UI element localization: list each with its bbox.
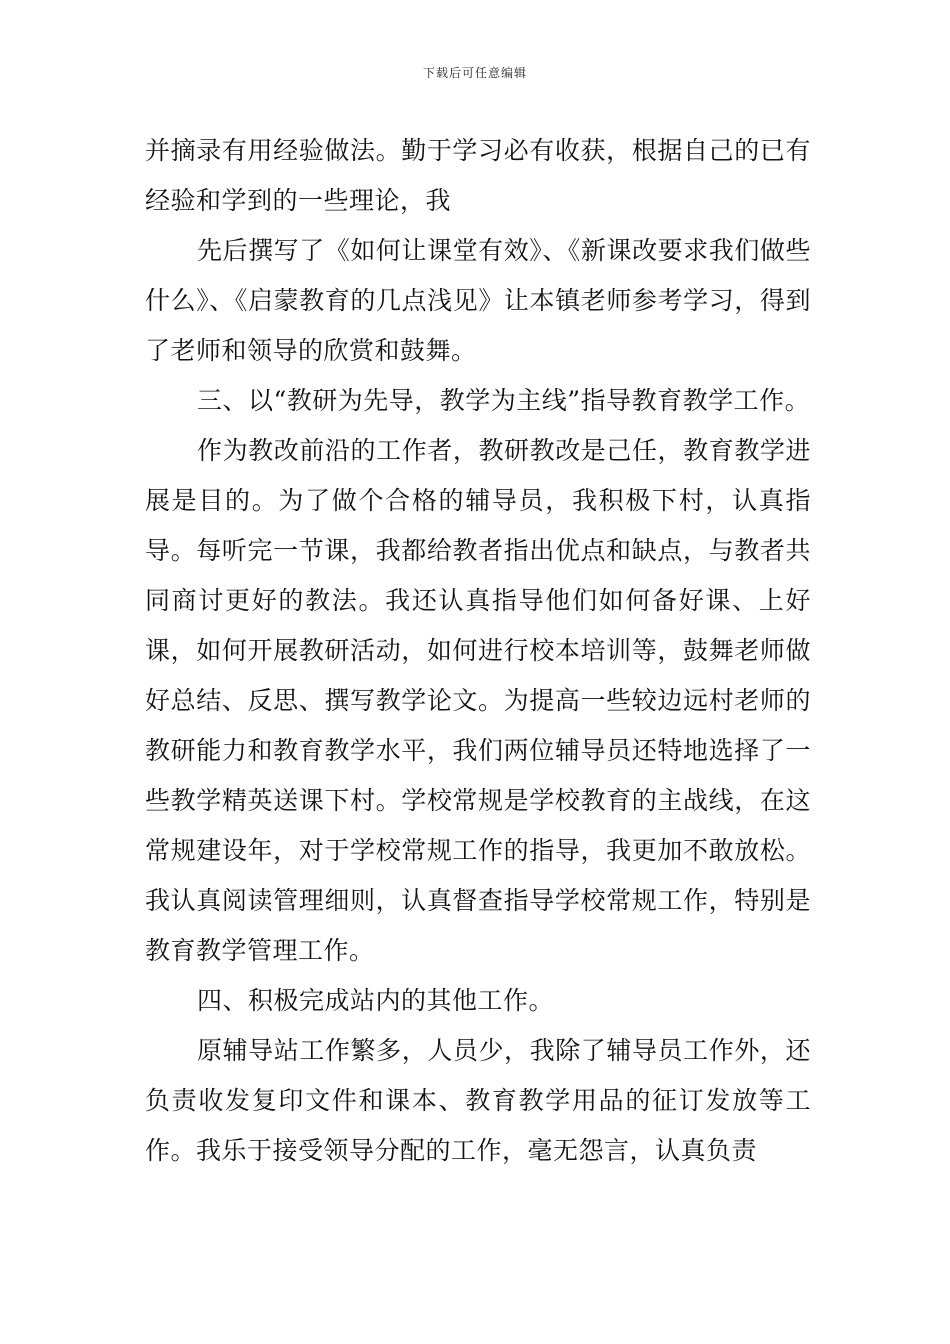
- paragraph-2: 先后撰写了《如何让课堂有效》、《新课改要求我们做些什么》、《启蒙教育的几点浅见》让本镇老师参考学习，得到了老师和领导的欣赏和鼓舞。: [145, 236, 811, 365]
- page-header: 下载后可任意编辑: [422, 66, 527, 80]
- section-heading-3: 三、以“教研为先导，教学为主线”指导教育教学工作。: [197, 386, 811, 415]
- paragraph-6: 原辅导站工作繁多，人员少，我除了辅导员工作外，还负责收发复印文件和课本、教育教学用品的征订发放等工作。我乐于接受领导分配的工作，毫无怨言，认真负责: [145, 1036, 811, 1165]
- section-heading-4: 四、积极完成站内的其他工作。: [197, 986, 555, 1015]
- document-body: [145, 126, 811, 1176]
- paragraph-4: 作为教改前沿的工作者，教研教改是己任，教育教学进展是目的。为了做个合格的辅导员，我积极下村，认真指导。每听完一节课，我都给教者指出优点和缺点，与教者共同商讨更好的教法。我还认真指导他们如何备好课、上好课，如何开展教研活动，如何进行校本培训等，鼓舞老师做好总结、反思、撰写教学论文。为提高一些较边远村老师的教研能力和教育教学水平，我们两位辅导员还特地选择了一些教学精英送课下村。学校常规是学校教育的主战线，在这常规建设年，对于学校常规工作的指导，我更加不敢放松。我认真阅读管理细则，认真督查指导学校常规工作，特别是教育教学管理工作。: [145, 436, 811, 965]
- paragraph-1: 并摘录有用经验做法。勤于学习必有收获，根据自己的已有经验和学到的一些理论，我: [145, 136, 811, 215]
